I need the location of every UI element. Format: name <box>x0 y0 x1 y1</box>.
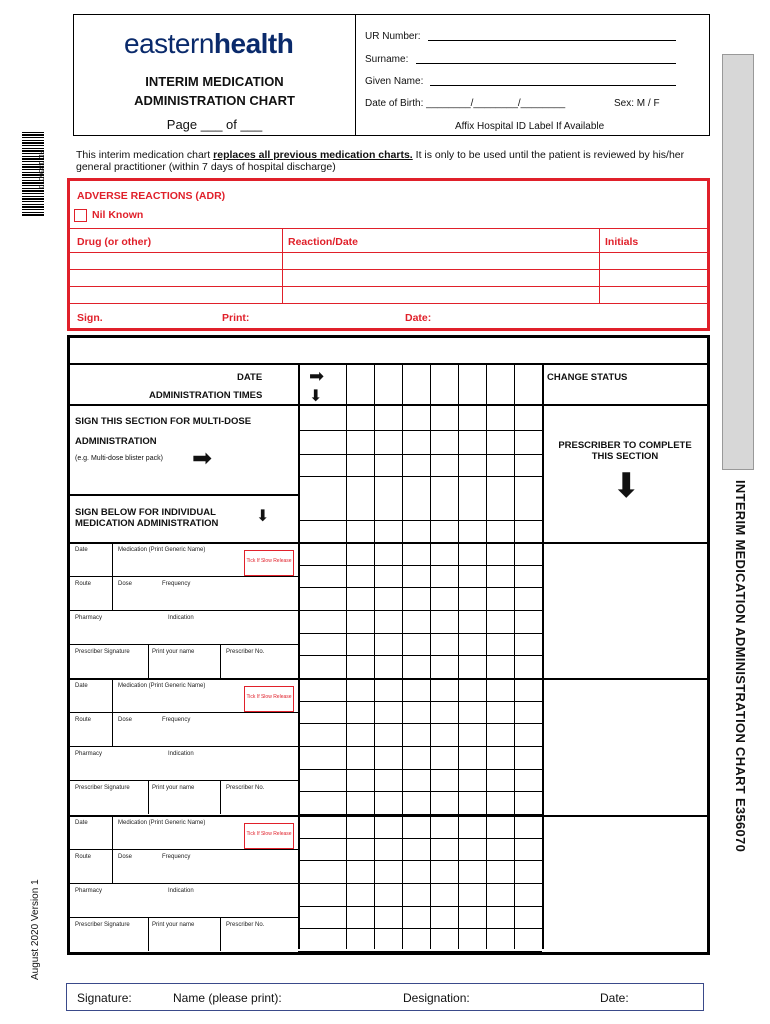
field-line <box>148 644 149 678</box>
cell-line <box>298 860 542 861</box>
cell-line <box>298 838 542 839</box>
field-line <box>70 849 298 850</box>
field-line <box>112 680 113 746</box>
block-divider <box>70 815 707 817</box>
med-name-field[interactable]: Medication (Print Generic Name) <box>118 547 206 553</box>
chart-title-line1: INTERIM MEDICATION <box>145 74 284 89</box>
surname-label: Surname: <box>365 54 409 65</box>
cell-line <box>298 520 542 521</box>
med-indication-field[interactable]: Indication <box>168 888 194 894</box>
adr-title: ADVERSE REACTIONS (ADR) <box>77 190 226 202</box>
side-strip <box>722 54 754 470</box>
given-name-field[interactable] <box>430 85 676 86</box>
prescriber-no-field[interactable]: Prescriber No. <box>226 922 265 928</box>
field-line <box>70 712 298 713</box>
row-divider <box>70 404 707 406</box>
med-frequency-field[interactable]: Frequency <box>162 717 191 723</box>
row-divider <box>70 494 300 496</box>
cell-line <box>298 587 542 588</box>
surname-field[interactable] <box>416 63 676 64</box>
chart-title-line2: ADMINISTRATION CHART <box>134 93 295 108</box>
multi-dose-hint: (e.g. Multi-dose blister pack) <box>75 455 163 462</box>
footer-date[interactable]: Date: <box>600 991 629 1005</box>
prescriber-signature-field[interactable]: Prescriber Signature <box>75 922 130 928</box>
affix-label-note: Affix Hospital ID Label If Available <box>455 121 605 132</box>
col-divider <box>514 365 515 949</box>
adr-row-line[interactable] <box>70 286 707 287</box>
cell-line <box>298 951 542 952</box>
nil-known-checkbox[interactable] <box>74 209 87 222</box>
adr-col-reaction: Reaction/Date <box>288 236 359 248</box>
med-pharmacy-field[interactable]: Pharmacy <box>75 751 103 757</box>
slow-release-checkbox[interactable]: Tick If Slow Release <box>244 686 294 712</box>
field-line <box>70 610 298 611</box>
adr-col-drug: Drug (or other) <box>77 236 152 248</box>
adr-row-line[interactable] <box>70 269 707 270</box>
field-line <box>220 780 221 814</box>
cell-line <box>298 746 542 747</box>
page-number[interactable]: Page ___ of ___ <box>166 117 263 132</box>
cell-line <box>298 655 542 656</box>
prescriber-no-field[interactable]: Prescriber No. <box>226 785 265 791</box>
med-date-field[interactable]: Date <box>75 820 88 826</box>
cell-line <box>298 430 542 431</box>
print-name-field[interactable]: Print your name <box>152 649 195 655</box>
field-line <box>70 576 298 577</box>
cell-line <box>298 476 542 477</box>
cell-line <box>298 928 542 929</box>
med-frequency-field[interactable]: Frequency <box>162 854 191 860</box>
med-indication-field[interactable]: Indication <box>168 615 194 621</box>
adr-divider <box>70 228 707 229</box>
block-divider <box>70 678 707 680</box>
prescriber-complete-label: PRESCRIBER TO COMPLETE THIS SECTION <box>558 440 692 462</box>
cell-line <box>298 454 542 455</box>
dob-field[interactable]: Date of Birth: ________/________/________ <box>365 98 566 109</box>
adr-date[interactable]: Date: <box>405 312 432 324</box>
med-pharmacy-field[interactable]: Pharmacy <box>75 888 103 894</box>
field-line <box>112 544 113 610</box>
slow-release-checkbox[interactable]: Tick If Slow Release <box>244 823 294 849</box>
cell-line <box>298 906 542 907</box>
admin-times-label: ADMINISTRATION TIMES <box>149 390 263 401</box>
col-divider <box>458 365 459 949</box>
col-divider <box>346 365 347 949</box>
med-date-field[interactable]: Date <box>75 683 88 689</box>
footer-signature[interactable]: Signature: <box>77 991 132 1005</box>
barcode-number: FD 1356070 <box>37 150 44 189</box>
arrow-right-icon: ➡ <box>192 445 213 472</box>
med-name-field[interactable]: Medication (Print Generic Name) <box>118 683 206 689</box>
col-divider <box>542 365 544 949</box>
cell-line <box>298 565 542 566</box>
col-divider <box>486 365 487 949</box>
cell-line <box>298 769 542 770</box>
row-divider <box>70 363 707 365</box>
col-divider <box>402 365 403 949</box>
prescriber-signature-field[interactable]: Prescriber Signature <box>75 649 130 655</box>
field-line <box>220 644 221 678</box>
nil-known-label: Nil Known <box>92 209 144 221</box>
cell-line <box>298 610 542 611</box>
sex-field[interactable]: Sex: M / F <box>614 98 660 109</box>
adr-col-initials: Initials <box>605 236 639 248</box>
cell-line <box>298 791 542 792</box>
col-divider <box>374 365 375 949</box>
arrow-down-icon: ⬇ <box>612 467 641 505</box>
field-line <box>148 780 149 814</box>
print-name-field[interactable]: Print your name <box>152 922 195 928</box>
med-dose-field[interactable]: Dose <box>118 854 133 860</box>
change-status-label: CHANGE STATUS <box>547 372 628 383</box>
field-line <box>70 644 298 645</box>
given-name-label: Given Name: <box>365 76 424 87</box>
eastern-health-logo: easternhealth <box>124 28 294 59</box>
field-line <box>220 917 221 951</box>
signature-bar <box>66 983 704 1011</box>
cell-line <box>298 633 542 634</box>
med-dose-field[interactable]: Dose <box>118 717 133 723</box>
ur-number-field[interactable] <box>428 40 676 41</box>
multi-dose-label-2: ADMINISTRATION <box>75 436 157 447</box>
adr-row-line[interactable] <box>70 252 707 253</box>
field-line <box>70 746 298 747</box>
med-name-field[interactable]: Medication (Print Generic Name) <box>118 820 206 826</box>
multi-dose-label: SIGN THIS SECTION FOR MULTI-DOSE <box>75 416 252 427</box>
med-pharmacy-field[interactable]: Pharmacy <box>75 615 103 621</box>
field-line <box>148 917 149 951</box>
adverse-reactions-section <box>67 178 710 331</box>
version-label: August 2020 Version 1 <box>30 879 41 980</box>
adr-row-line[interactable] <box>70 303 707 304</box>
adr-col-divider <box>599 228 600 303</box>
adr-sign[interactable]: Sign. <box>77 312 103 324</box>
prescriber-no-field[interactable]: Prescriber No. <box>226 649 265 655</box>
adr-print[interactable]: Print: <box>222 312 250 324</box>
arrow-down-icon: ⬇ <box>309 388 323 405</box>
cell-line <box>298 701 542 702</box>
med-dose-field[interactable]: Dose <box>118 581 133 587</box>
med-route-field[interactable]: Route <box>75 854 92 860</box>
footer-name[interactable]: Name (please print): <box>173 991 282 1005</box>
med-date-field[interactable]: Date <box>75 547 88 553</box>
side-title: INTERIM MEDICATION ADMINISTRATION CHART E356070 <box>733 480 748 853</box>
cell-line <box>298 723 542 724</box>
med-route-field[interactable]: Route <box>75 717 92 723</box>
ur-number-label: UR Number: <box>365 31 421 42</box>
prescriber-signature-field[interactable]: Prescriber Signature <box>75 785 130 791</box>
individual-label-2: MEDICATION ADMINISTRATION <box>75 518 219 529</box>
individual-label: SIGN BELOW FOR INDIVIDUAL <box>75 507 216 518</box>
field-line <box>70 883 298 884</box>
print-name-field[interactable]: Print your name <box>152 785 195 791</box>
block-divider <box>70 542 707 544</box>
med-route-field[interactable]: Route <box>75 581 92 587</box>
slow-release-checkbox[interactable]: Tick If Slow Release <box>244 550 294 576</box>
med-indication-field[interactable]: Indication <box>168 751 194 757</box>
notice-text: This interim medication chart replaces all previous medication charts. It is only to be used until the patient is reviewed by his/her general practitioner (within 7 days of hospital discharge) <box>76 149 685 173</box>
med-frequency-field[interactable]: Frequency <box>162 581 191 587</box>
field-line <box>70 917 298 918</box>
field-line <box>70 780 298 781</box>
col-divider <box>430 365 431 949</box>
arrow-right-icon: ➡ <box>309 366 325 386</box>
date-label: DATE <box>237 372 263 383</box>
arrow-down-icon: ⬇ <box>256 508 270 525</box>
footer-designation[interactable]: Designation: <box>403 991 470 1005</box>
administration-chart <box>67 335 710 955</box>
adr-col-divider <box>282 228 283 303</box>
field-line <box>112 817 113 883</box>
col-divider <box>298 365 300 949</box>
cell-line <box>298 883 542 884</box>
